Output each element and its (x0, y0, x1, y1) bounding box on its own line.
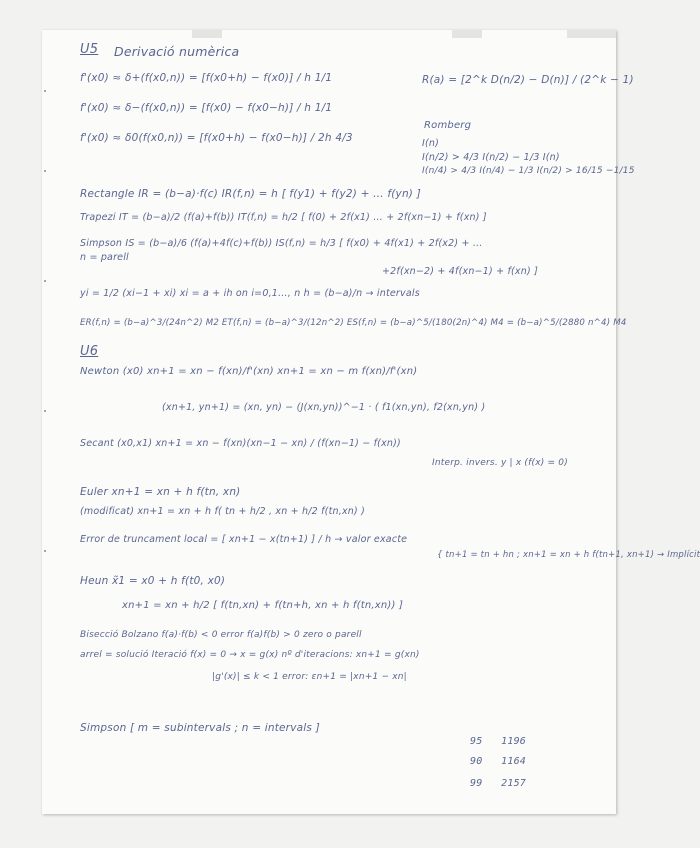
inverse-interpolation: Interp. invers. y | x (f(x) = 0) (432, 458, 568, 468)
margin-dot (44, 410, 46, 412)
number-cell: 99 (470, 778, 483, 789)
fixed-point-iteration: arrel = solució Iteració f(x) = 0 → x = g(x) nº d'iteracions: xn+1 = g(xn) (80, 650, 420, 660)
number-row (470, 736, 526, 747)
number-cell: 1196 (501, 736, 527, 747)
bisection-method: Bisecció Bolzano f(a)·f(b) < 0 error f(a)f(b) > 0 zero o parell (80, 630, 362, 640)
page-tab (567, 30, 616, 38)
number-cell: 1164 (501, 756, 527, 767)
heun-step: xn+1 = xn + h/2 [ f(tn,xn) + f(tn+h, xn + h f(tn,xn)) ] (122, 600, 404, 611)
rectangle-rule: Rectangle IR = (b−a)·f(c) IR(f,n) = h [ f(y1) + f(y2) + … f(yn) ] (80, 188, 421, 200)
newton-method: Newton (x0) xn+1 = xn − f(xn)/f'(xn) xn+1 = xn − m f(xn)/f'(xn) (80, 366, 418, 377)
number-cell: 90 (470, 756, 483, 767)
local-truncation-error: Error de truncament local = [ xn+1 − x(tn+1) ] / h → valor exacte (80, 534, 408, 545)
notebook-page (42, 30, 700, 814)
simpson-rule: Simpson IS = (b−a)/6 (f(a)+4f(c)+f(b)) IS(f,n) = h/3 [ f(x0) + 4f(x1) + 2f(x2) + … (80, 238, 483, 249)
margin-dot (44, 90, 46, 92)
page-tab (192, 30, 222, 38)
trapezoid-rule: Trapezi IT = (b−a)/2 (f(a)+f(b)) IT(f,n) = h/2 [ f(0) + 2f(x1) … + 2f(xn−1) + f(xn) ] (80, 212, 487, 223)
simpson-continuation: +2f(xn−2) + 4f(xn−1) + f(xn) ] (382, 266, 538, 277)
romberg-step: I(n/4) > 4/3 I(n/4) − 1/3 I(n/2) > 16/15 −1/15 (422, 166, 635, 176)
central-difference: f'(x0) ≈ δ0(f(x0,n)) = [f(x0+h) − f(x0−h)] / 2h 4/3 (80, 132, 353, 144)
euler-method: Euler xn+1 = xn + h f(tn, xn) (80, 486, 241, 498)
section-subtitle: Derivació numèrica (114, 44, 240, 59)
simpson-note: Simpson [ m = subintervals ; n = intervals ] (80, 722, 320, 734)
margin-dot (44, 550, 46, 552)
romberg-step: I(n) (422, 138, 440, 149)
number-row (470, 778, 526, 789)
margin-dot (44, 280, 46, 282)
margin-dot (44, 170, 46, 172)
implicit-method: { tn+1 = tn + hn ; xn+1 = xn + h f(tn+1, xn+1) → Implícit (437, 550, 700, 560)
modified-euler: (modificat) xn+1 = xn + h f( tn + h/2 , xn + h/2 f(tn,xn) ) (80, 506, 366, 517)
section-title-u5: U5 (80, 42, 99, 57)
node-definitions: yi = 1/2 (xi−1 + xi) xi = a + ih on i=0,1…, n h = (b−a)/n → intervals (80, 288, 420, 299)
simpson-condition: n = parell (80, 252, 129, 263)
section-title-u6: U6 (80, 344, 99, 359)
richardson-formula: R(a) = [2^k D(n/2) − D(n)] / (2^k − 1) (422, 74, 634, 86)
romberg-title: Romberg (424, 120, 472, 131)
forward-difference: f'(x0) ≈ δ+(f(x0,n)) = [f(x0+h) − f(x0)] / h 1/1 (80, 72, 333, 84)
number-cell: 2157 (501, 778, 527, 789)
number-cell: 95 (470, 736, 483, 747)
number-row (470, 756, 526, 767)
error-bounds: ER(f,n) = (b−a)^3/(24n^2) M2 ET(f,n) = (b−a)^3/(12n^2) ES(f,n) = (b−a)^5/(180(2n)^4) M4 = (b−a)^5/(2880 n^4) M4 (80, 318, 627, 328)
backward-difference: f'(x0) ≈ δ−(f(x0,n)) = [f(x0) − f(x0−h)] / h 1/1 (80, 102, 333, 114)
convergence-condition: |g'(x)| ≤ k < 1 error: εn+1 = |xn+1 − xn| (212, 672, 407, 682)
romberg-step: I(n/2) > 4/3 I(n/2) − 1/3 I(n) (422, 152, 560, 163)
newton-system: (xn+1, yn+1) = (xn, yn) − (J(xn,yn))^−1 · ( f1(xn,yn), f2(xn,yn) ) (162, 402, 486, 413)
heun-method: Heun x̃1 = x0 + h f(t0, x0) (80, 575, 226, 587)
page-tab (452, 30, 482, 38)
secant-method: Secant (x0,x1) xn+1 = xn − f(xn)(xn−1 − xn) / (f(xn−1) − f(xn)) (80, 438, 401, 449)
